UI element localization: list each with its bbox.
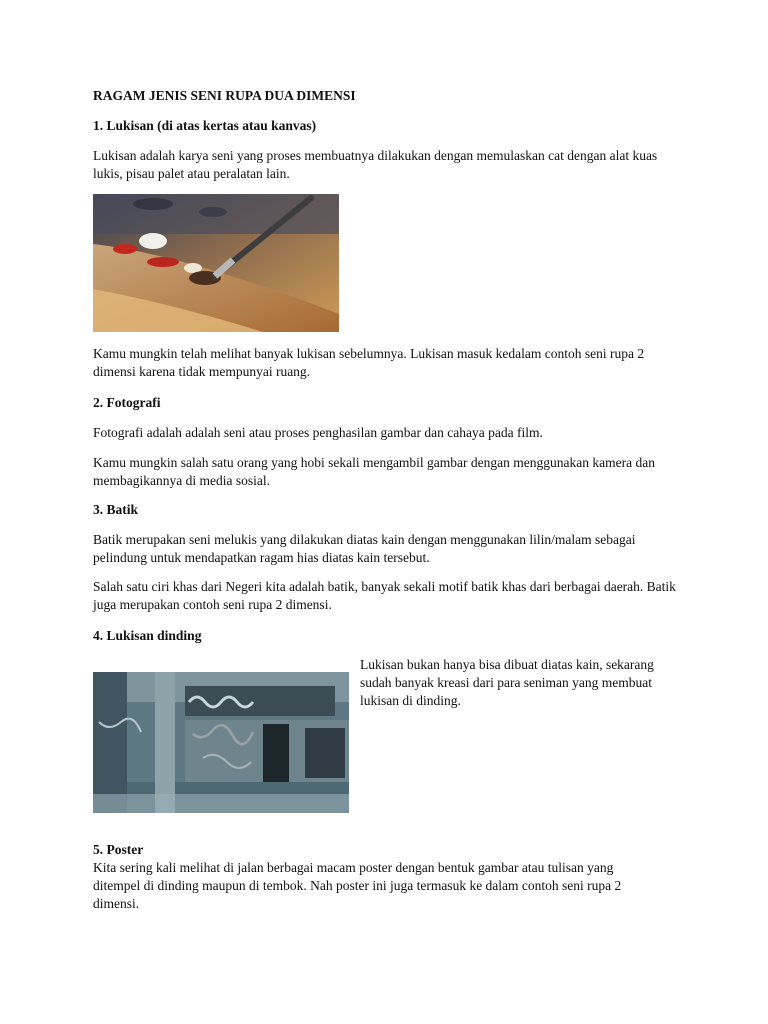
section-4-paragraph-1: Lukisan bukan hanya bisa dibuat diatas kain, sekarang sudah banyak kreasi dari para seniman yang membuat lukisan di dinding. — [360, 657, 654, 708]
section-5-heading: 5. Poster — [93, 842, 144, 857]
section-4-heading: 4. Lukisan dinding — [93, 628, 202, 643]
section-3-heading: 3. Batik — [93, 502, 139, 517]
section-3-paragraph-1: Batik merupakan seni melukis yang dilakukan diatas kain dengan menggunakan lilin/malam sebagai pelindung untuk mendapatkan ragam hias diatas kain tersebut. — [93, 532, 636, 565]
document-title: RAGAM JENIS SENI RUPA DUA DIMENSI — [93, 88, 356, 103]
wall-graffiti-image — [93, 672, 349, 813]
section-2-heading: 2. Fotografi — [93, 395, 161, 410]
section-2-paragraph-2: Kamu mungkin salah satu orang yang hobi sekali mengambil gambar dengan menggunakan kamera dan membagikannya di media sosial. — [93, 455, 655, 488]
section-3-paragraph-2: Salah satu ciri khas dari Negeri kita adalah batik, banyak sekali motif batik khas dari berbagai daerah. Batik juga merupakan contoh seni rupa 2 dimensi. — [93, 579, 676, 612]
section-2-paragraph-1: Fotografi adalah adalah seni atau proses penghasilan gambar dan cahaya pada film. — [93, 425, 543, 440]
section-1-heading: 1. Lukisan (di atas kertas atau kanvas) — [93, 118, 317, 133]
painting-palette-image — [93, 194, 339, 332]
section-5-paragraph-1: Kita sering kali melihat di jalan berbagai macam poster dengan bentuk gambar atau tulisan yang ditempel di dinding maupun di tembok. Nah poster ini juga termasuk ke dalam contoh seni rupa 2 dimensi. — [93, 860, 622, 911]
section-1-paragraph-2: Kamu mungkin telah melihat banyak lukisan sebelumnya. Lukisan masuk kedalam contoh seni rupa 2 dimensi karena tidak mempunyai ruang. — [93, 346, 645, 379]
section-1-paragraph-1: Lukisan adalah karya seni yang proses membuatnya dilakukan dengan memulaskan cat dengan alat kuas lukis, pisau palet atau peralatan lain. — [93, 148, 658, 181]
